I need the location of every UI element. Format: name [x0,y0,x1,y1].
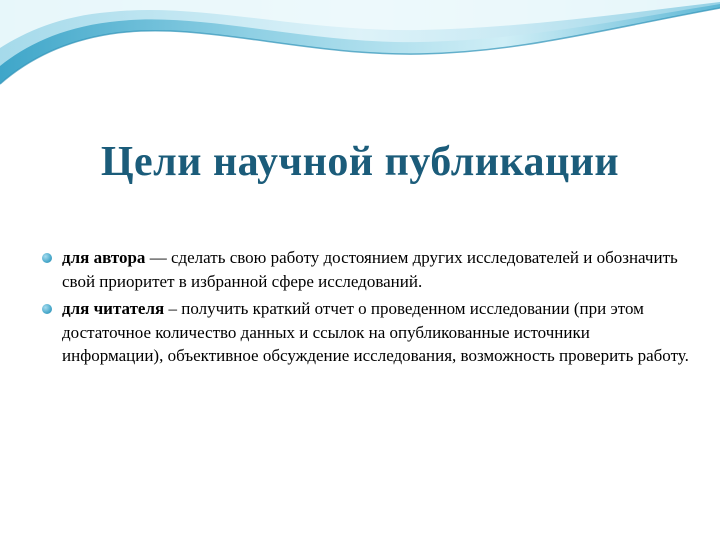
slide-title: Цели научной публикации [100,139,620,185]
bullet-item-author [42,246,692,293]
bullet-list [42,246,692,372]
bullet-term: для автора [62,248,146,267]
bullet-text: — сделать свою работу достоянием других исследователей и обозначить свой приоритет в избранной сфере исследований. [62,248,678,291]
bullet-item-reader [42,297,692,368]
bullet-dot-icon [42,304,52,314]
bullet-text: – получить краткий отчет о проведенном исследовании (при этом достаточное количество данных и ссылок на опубликованные источники информации), объективное обсуждение исследования, возможность проверить работу. [62,299,689,365]
header-wave-decoration [0,0,720,110]
bullet-term: для читателя [62,299,165,318]
bullet-dot-icon [42,253,52,263]
